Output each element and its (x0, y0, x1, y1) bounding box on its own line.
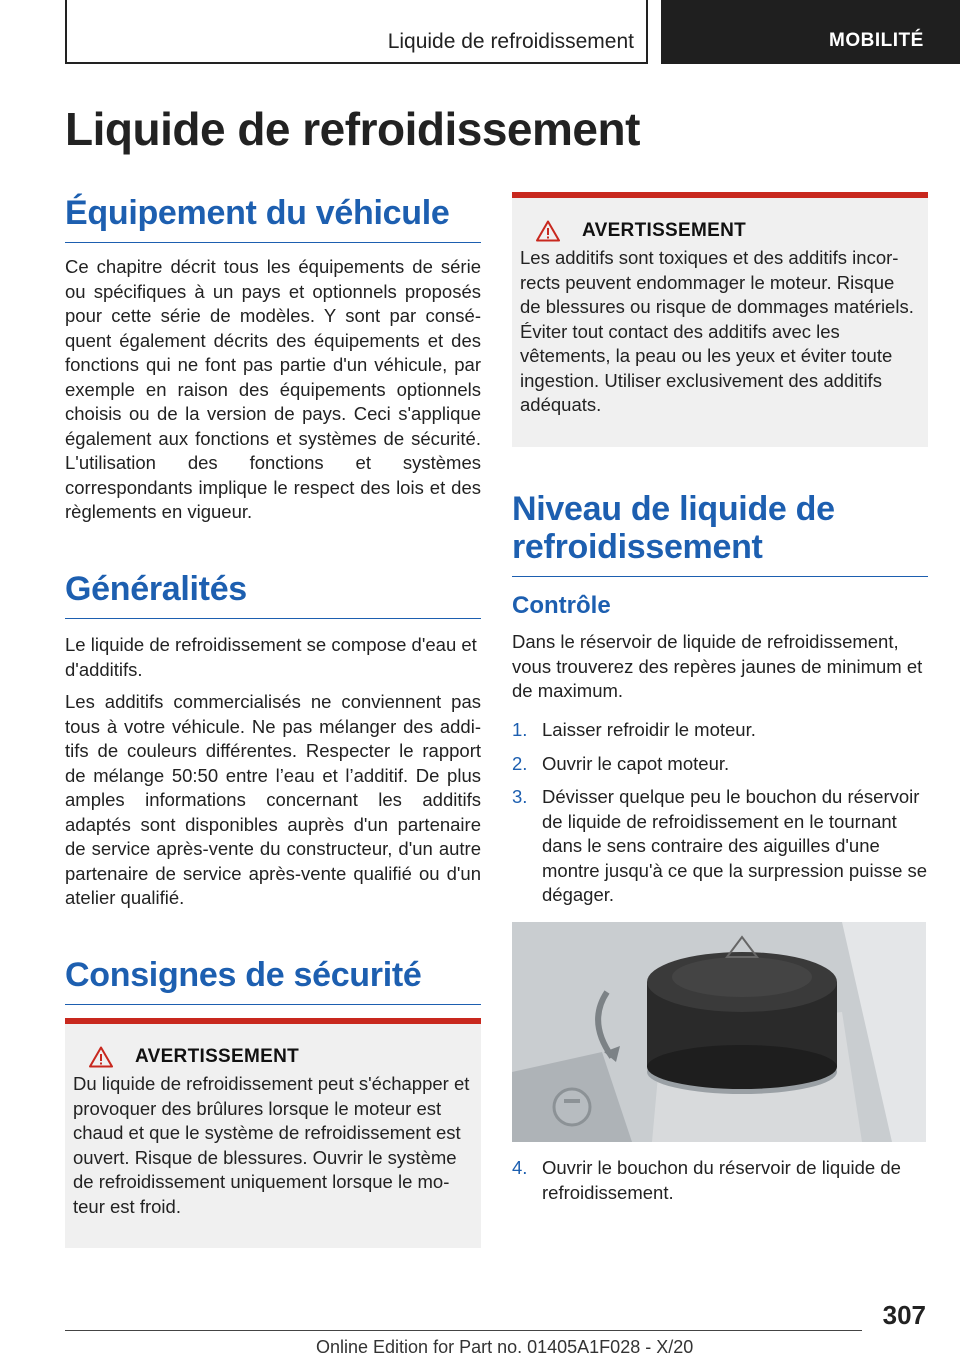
list-item (512, 1156, 928, 1205)
heading-equipement: Équipement du véhicule (65, 194, 481, 243)
warning-triangle-icon (89, 1046, 113, 1068)
footer-edition-text: Online Edition for Part no. 01405A1F028 - X/20 (316, 1337, 694, 1357)
header-tab-mobilite[interactable] (661, 0, 960, 64)
step-number: 1. (512, 719, 528, 740)
footer-divider (65, 1330, 862, 1331)
warning-label: AVERTISSEMENT (135, 1046, 300, 1067)
step-number: 3. (512, 786, 528, 807)
warning-text: Les additifs sont toxiques et des additifs incorrects peuvent endommager le moteur. Risque de blessures ou risque de dommages matériels. Éviter tout contact des additifs avec les vêtements, la peau ou les yeux et éviter toute ingestion. Utiliser exclusivement des additifs adéquats. (520, 247, 914, 415)
list-item (512, 718, 928, 743)
step-text: Ouvrir le bouchon du réservoir de liquide de refroidissement. (542, 1157, 901, 1203)
warning-triangle-icon (536, 220, 560, 242)
header-tab-label: MOBILITÉ (829, 30, 924, 51)
step-text: Laisser refroidir le moteur. (542, 719, 756, 740)
steps-list-b (512, 1156, 928, 1214)
warning-box-left (65, 1018, 481, 1248)
controle-text: Dans le réservoir de liquide de refroidissement, vous trouverez des repères jaunes de minimum et de maximum. (512, 631, 923, 701)
generalites-text-2: Les additifs commercialisés ne conviennent pas tous à votre véhicule. Ne pas mélanger des additifs de couleurs différentes. Respecter le rapport de mélange 50:50 entre l’eau et l’additif. De plus amples informations concernant les additifs adaptés sont disponibles auprès d'un partenaire de service après-vente du constructeur, d'un autre partenaire de service après-vente qualifié ou d'un atelier qualifié. (65, 691, 481, 908)
steps-list-a (512, 718, 928, 917)
header-frame (65, 0, 648, 64)
heading-niveau-liquide: Niveau de liquide de refroidissement (512, 490, 928, 577)
equipement-text: Ce chapitre décrit tous les équipements de série ou spécifiques à un pays et optionnels proposés pour cette série de modèles. Y sont par conséquent également décrits des équipements et des fonctions qui ne font pas partie d'un véhicule, par exemple en raison des équipements optionnels choisis ou de la version de pays. Ceci s'applique également aux fonctions et systèmes de sécurité. L'utilisation des fonctions et systèmes correspondants implique le respect des lois et des règlements en vigueur. (65, 256, 481, 522)
warning-box-right (512, 192, 928, 447)
page-title: Liquide de refroidissement (65, 103, 640, 155)
header-section-title: Liquide de refroidissement (387, 30, 634, 53)
heading-consignes-securite: Consignes de sécurité (65, 956, 481, 1005)
coolant-reservoir-illustration (512, 922, 926, 1142)
generalites-text-1: Le liquide de refroidissement se compose d'eau et d'additifs. (65, 634, 477, 680)
step-text: Dévisser quelque peu le bouchon du réservoir de liquide de refroidissement en le tournant dans le sens contraire des aiguilles d'une montre jusqu'à ce que la surpression puisse se dégager. (542, 786, 928, 905)
list-item (512, 785, 928, 908)
page-number: 307 (882, 1300, 926, 1330)
step-number: 4. (512, 1157, 528, 1178)
step-number: 2. (512, 752, 528, 774)
step-text: Ouvrir le capot moteur. (542, 752, 730, 774)
heading-controle: Contrôle (512, 592, 611, 619)
warning-label: AVERTISSEMENT (582, 220, 747, 241)
warning-text: Du liquide de refroidissement peut s'échapper et provoquer des brûlures lorsque le moteur est chaud et que le système de refroidissement est ouvert. Risque de blessures. Ouvrir le système de refroidissement uniquement lorsque le moteur est froid. (73, 1073, 470, 1217)
coolant-cap-photo (512, 922, 926, 1142)
heading-generalites: Généralités (65, 570, 481, 619)
list-item (512, 752, 928, 777)
